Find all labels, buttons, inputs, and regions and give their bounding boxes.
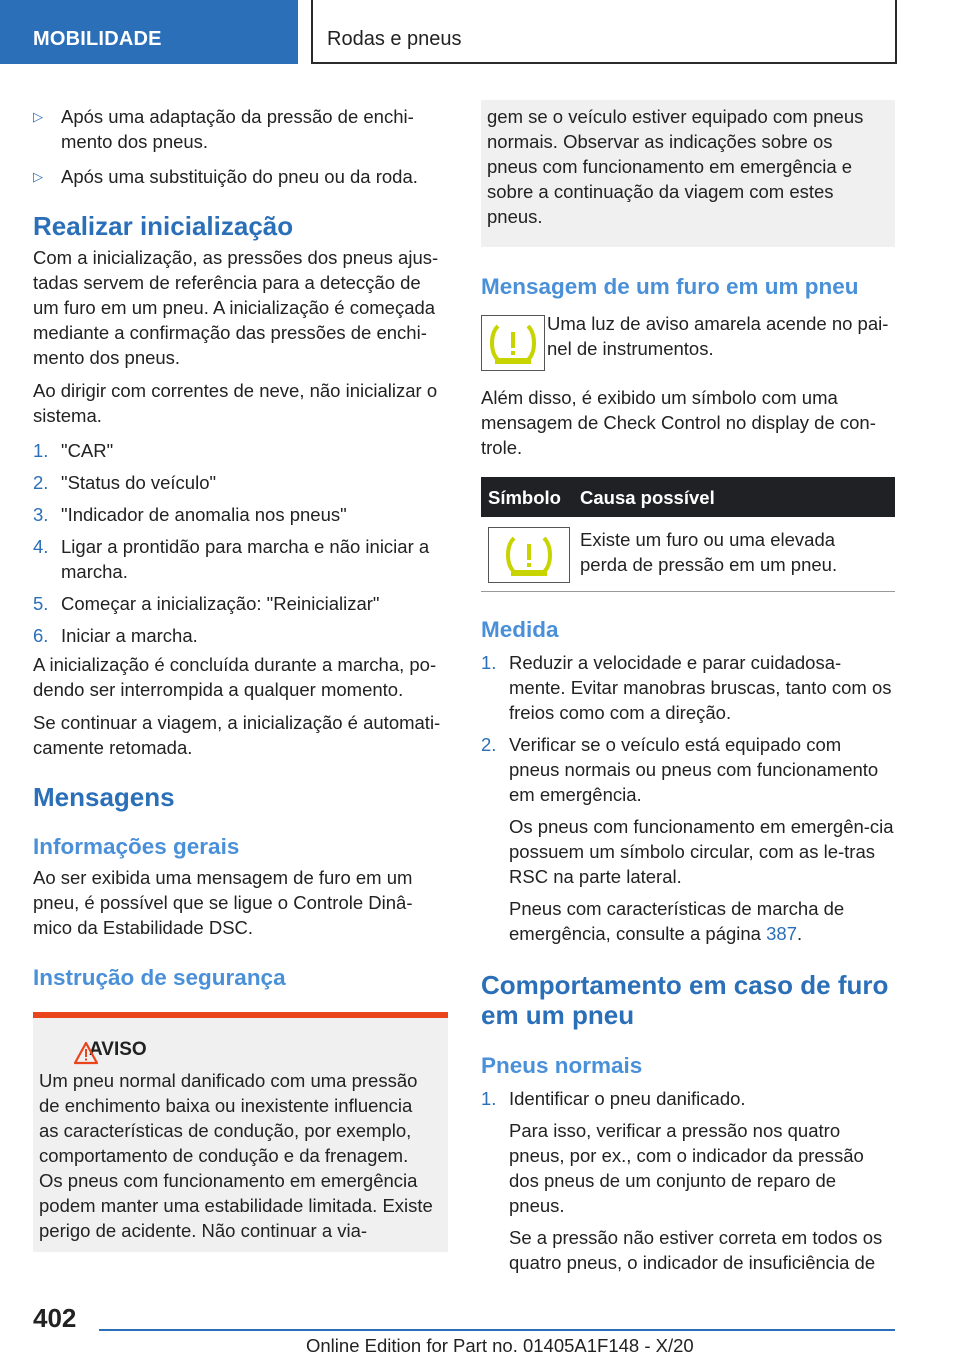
list-item: [481, 1086, 895, 1275]
page-link-387[interactable]: 387: [766, 923, 797, 944]
step-number: 1.: [33, 440, 49, 461]
step-text: Reduzir a velocidade e parar cuidadosa-mente. Evitar manobras bruscas, tanto com os freios como com a direção.: [509, 652, 892, 723]
header-section-label: MOBILIDADE: [33, 28, 162, 50]
step-number: 2.: [33, 472, 49, 493]
footer-divider: [99, 1329, 895, 1331]
step-paragraph: Se a pressão não estiver correta em todos os quatro pneus, o indicador de insuficiência de: [509, 1227, 883, 1273]
tire-pressure-warning-icon: [481, 315, 545, 371]
heading-medida: Medida: [481, 617, 559, 642]
steps-list: [33, 438, 448, 648]
step-paragraph: Para isso, verificar a pressão nos quatro pneus, por ex., com o indicador da pressão dos pneus de um conjunto de reparo de pneus.: [509, 1120, 864, 1216]
list-item: [33, 502, 448, 527]
warning-box: [33, 1012, 448, 1252]
paragraph: Ao dirigir com correntes de neve, não inicializar o sistema.: [33, 380, 438, 426]
warning-box-continuation: [481, 100, 895, 247]
paragraph: Se continuar a viagem, a inicialização é automati-camente retomada.: [33, 712, 441, 758]
paragraph: Com a inicialização, as pressões dos pneus ajus-tadas servem de referência para a detecção de um furo em um pneu. A inicialização é começada mediante a confirmação das pressões de enchi-mento dos pneus.: [33, 247, 439, 368]
triangle-bullet-icon: ▷: [33, 109, 43, 124]
bullet-text: Após uma substituição do pneu ou da roda.: [61, 166, 418, 187]
list-item: [33, 591, 448, 616]
subheading-informacoes: Informações gerais: [33, 834, 240, 859]
step-number: 5.: [33, 593, 49, 614]
warning-triangle-icon: [73, 1041, 99, 1065]
list-item: [481, 650, 895, 725]
warning-title: AVISO: [89, 1039, 147, 1060]
header-section-tab: [0, 0, 298, 64]
bullet-item: [33, 164, 448, 189]
right-column: [481, 100, 895, 1275]
column-header-simbolo: Símbolo: [488, 487, 561, 508]
step-text: Ligar a prontidão para marcha e não iniciar a marcha.: [61, 536, 430, 582]
step-text: "Status do veículo": [61, 472, 217, 493]
triangle-bullet-icon: ▷: [33, 169, 43, 184]
heading-realizar: Realizar inicialização: [33, 211, 294, 241]
tire-pressure-warning-icon: [488, 527, 570, 583]
warning-light-text: Uma luz de aviso amarela acende no pai-nel de instrumentos.: [547, 313, 889, 359]
header-title: Rodas e pneus: [327, 28, 462, 50]
step-text: "CAR": [61, 440, 114, 461]
heading-comportamento: Comportamento em caso de furo em um pneu: [481, 970, 889, 1030]
header-title-box: [311, 0, 897, 64]
step-number: 2.: [481, 734, 497, 755]
step-number: 3.: [33, 504, 49, 525]
step-text: "Indicador de anomalia nos pneus": [61, 504, 347, 525]
period: .: [797, 923, 803, 944]
warning-text-continued: gem se o veículo estiver equipado com pneus normais. Observar as indicações sobre os pneus com funcionamento em emergência e sobre a continuação da viagem com estes pneus.: [487, 106, 864, 227]
paragraph: Além disso, é exibido um símbolo com uma mensagem de Check Control no display de con-trole.: [481, 387, 876, 458]
step-paragraph-text: Pneus com características de marcha de emergência, consulte a página: [509, 898, 845, 944]
subheading-pneus-normais: Pneus normais: [481, 1053, 643, 1078]
step-paragraph: Os pneus com funcionamento em emergên-cia possuem um símbolo circular, com as le-tras RSC na parte lateral.: [509, 816, 894, 887]
list-item: [33, 438, 448, 463]
list-item: [481, 732, 895, 946]
step-paragraph: [509, 896, 895, 946]
step-text: Iniciar a marcha.: [61, 625, 198, 646]
step-text: Começar a inicialização: "Reinicializar": [61, 593, 380, 614]
bullet-text: Após uma adaptação da pressão de enchi-mento dos pneus.: [61, 106, 414, 152]
heading-mensagem-furo: Mensagem de um furo em um pneu: [481, 274, 859, 299]
table-cell-causa: Existe um furo ou uma elevada perda de pressão em um pneu.: [580, 529, 838, 575]
step-number: 4.: [33, 536, 49, 557]
column-header-causa: Causa possível: [580, 487, 715, 508]
heading-mensagens: Mensagens: [33, 782, 175, 812]
footer-edition: Online Edition for Part no. 01405A1F148 - X/20: [306, 1335, 694, 1356]
step-number: 6.: [33, 625, 49, 646]
paragraph: A inicialização é concluída durante a marcha, po-dendo ser interrompida a qualquer momento.: [33, 654, 437, 700]
list-item: [33, 623, 448, 648]
bullet-item: [33, 104, 448, 154]
step-number: 1.: [481, 652, 497, 673]
paragraph: Ao ser exibida uma mensagem de furo em um pneu, é possível que se ligue o Controle Dinâ-mico da Estabilidade DSC.: [33, 867, 413, 938]
list-item: [33, 470, 448, 495]
step-text: Verificar se o veículo está equipado com pneus normais ou pneus com funcionamento em emergência.: [509, 734, 879, 805]
left-column: [33, 100, 448, 1252]
warning-text: Um pneu normal danificado com uma pressão de enchimento baixa ou inexistente influencia as características de condução, por exemplo, comportamento de condução e da frenagem. Os pneus com funcionamento em emergência podem manter uma estabilidade limitada. Existe perigo de acidente. Não continuar a via-: [39, 1070, 433, 1241]
list-item: [33, 534, 448, 584]
subheading-seguranca: Instrução de segurança: [33, 965, 286, 990]
table-header: [481, 477, 895, 517]
step-number: 1.: [481, 1088, 497, 1109]
warning-light-row: [481, 311, 895, 373]
step-text: Identificar o pneu danificado.: [509, 1088, 746, 1109]
page-number: 402: [33, 1303, 77, 1333]
table-row: [481, 517, 895, 592]
